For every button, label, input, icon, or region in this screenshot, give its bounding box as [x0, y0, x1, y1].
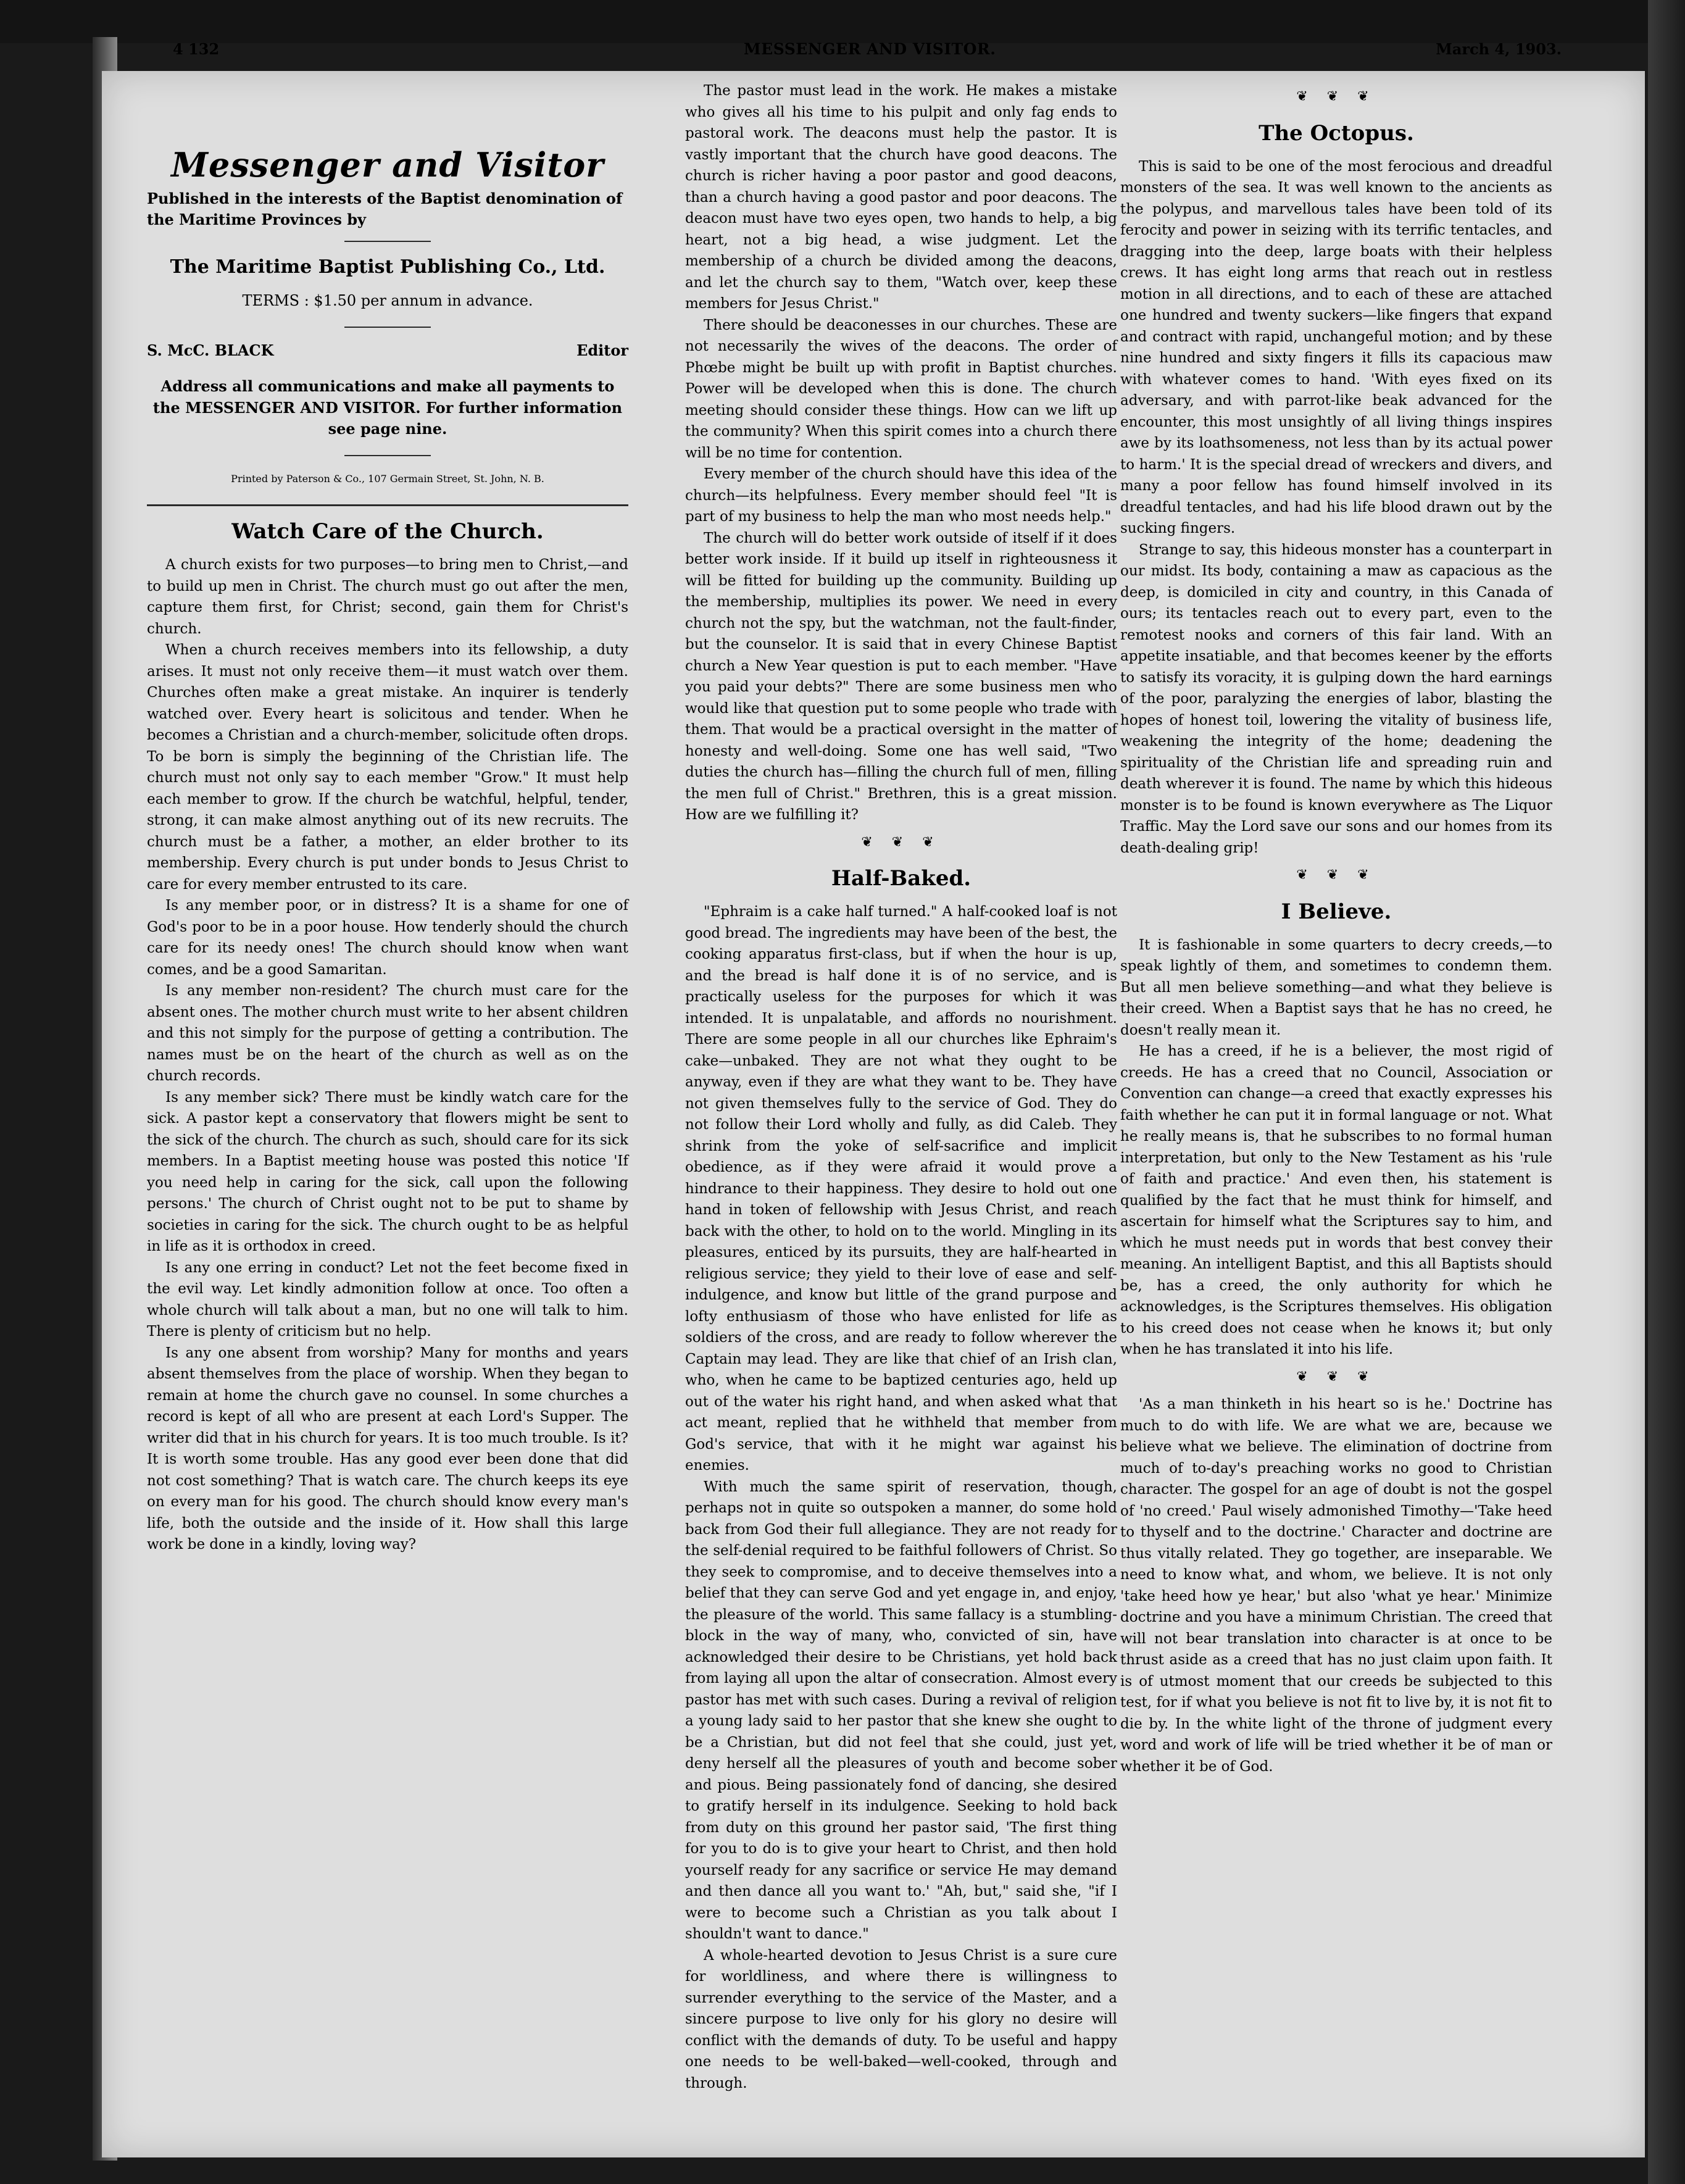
article-heading: The Octopus. [1259, 120, 1414, 146]
ornament-divider: ❦ ❦ ❦ [1296, 1369, 1376, 1385]
separator [344, 327, 431, 328]
issue-date: March 4, 1903. [1436, 40, 1562, 58]
paragraph: The pastor must lead in the work. He makes a mistake who gives all his time to his pulpit and only fag ends to pastoral work. The deacons must help the pastor. It is vastly important that the church have good deacons. The church is richer having a poor pastor and good deacons, than a church having a good pastor and poor deacons. The deacon must have two eyes open, two hands to help, a big heart, not a big head, a wise judgment. Let the membership of a church be divided among the deacons, and let the church say to them, "Watch over, keep these members for Jesus Christ." [685, 83, 1117, 312]
paragraph: The church will do better work outside of itself if it does better work inside. If it build up itself in righteousness it will be fitted for building up the community. Building up the membership, multiplies its power. We need in every church not the spy, but the watchman, not the fault-finder, but the counselor. It is said that in every Chinese Baptist church a New Year question is put to each member. "Have you paid your debts?" There are some business men who would like that question put to some people who trade with them. That would be a practical oversight in the matter of honesty and well-doing. Some one has well said, "Two duties the church has—filling the church full of men, filling the men full of Christ." Brethren, this is a great mission. How are we fulfilling it? [685, 530, 1117, 823]
ornament-divider: ❦ ❦ ❦ [861, 834, 941, 850]
paragraph: It is fashionable in some quarters to decry creeds,—to speak lightly of them, and sometimes to condemn them. But all men believe something—and what they believe is their creed. When a Baptist says that he has no creed, he doesn't really mean it. [1120, 936, 1552, 1038]
masthead [147, 145, 628, 490]
address-notice: Address all communications and make all payments to the MESSENGER AND VISITOR. For further information see page nine. [152, 377, 623, 438]
editor-row [147, 340, 628, 362]
section-rule [147, 504, 628, 506]
paragraph: Is any one erring in conduct? Let not the feet become fixed in the evil way. Let kindly admonition follow at once. Too often a whole church will talk about a man, but no one will talk to him. There is plenty of criticism but no help. [147, 1259, 628, 1340]
paragraph: There should be deaconesses in our churches. These are not necessarily the wives of the deacons. The order of Phœbe might be built up with profit in Baptist churches. Power will be developed when this is done. The church meeting should consider these things. How can we lift up the community? When this spirit comes into a church there will be no time for contention. [685, 317, 1117, 461]
paragraph: A church exists for two purposes—to bring men to Christ,—and to build up men in Christ. The church must go out after the men, capture them first, for Christ; second, gain them for Christ's church. [147, 557, 628, 637]
paragraph: When a church receives members into its fellowship, a duty arises. It must not only receive them—it must watch over them. Churches often make a great mistake. An inquirer is tenderly watched over. Every heart is solicitous and tender. When he becomes a Christian and a church-member, solicitude often drops. To be born is simply the beginning of the Christian life. The church must not only say to each member "Grow." It must help each member to grow. If the church be watchful, helpful, tender, strong, it can make almost anything out of its new recruits. The church must be a father, a mother, an elder brother to its membership. Every church is put under bonds to Jesus Christ to care for every member entrusted to its care. [147, 642, 628, 893]
column-1 [147, 80, 628, 1556]
publisher-name: The Maritime Baptist Publishing Co., Ltd. [170, 256, 605, 278]
paragraph: He has a creed, if he is a believer, the most rigid of creeds. He has a creed that no Council, Association or Convention can change—a creed that exactly expresses his faith whether he can put it in formal language or not. What he really means is, that he subscribes to no formal human interpretation, but only to the New Testament as his 'rule of faith and practice.' And even then, his statement is qualified by the fact that he must think for himself, and ascertain for himself what the Scriptures say to him, and which he must needs put in words that best convey their meaning. An intelligent Baptist, and this all Baptists should be, has a creed, the only authority for which he acknowledges, is the Scriptures themselves. His obligation to his creed does not cease when he knows it; but only when he has translated it into his life. [1120, 1043, 1552, 1357]
ornament-divider: ❦ ❦ ❦ [1296, 867, 1376, 883]
scan-right-border [1648, 0, 1685, 2184]
editor-name: S. McC. BLACK [147, 341, 274, 359]
paragraph: Is any member poor, or in distress? It is a shame for one of God's poor to be in a poor house. How tenderly should the church care for its needy ones! The church should know when want comes, and be a good Samaritan. [147, 898, 628, 978]
masthead-title: Messenger and Visitor [171, 145, 604, 185]
masthead-published-line: Published in the interests of the Baptist denomination of the Maritime Provinces by [147, 189, 623, 228]
paragraph: "Ephraim is a cake half turned." A half-cooked loaf is not good bread. The ingredients may have been of the best, the cooking apparatus first-class, but if when the hour is up, and the bread is half done it is of no service, and is practically useless for the purposes for which it was intended. It is unpalatable, and affords no nourishment. There are some people in all our churches like Ephraim's cake—unbaked. They are not what they ought to be anyway, even if they are what they want to be. They have not given themselves fully to the service of God. They do not follow their Lord wholly and fully, as did Caleb. They shrink from the yoke of self-sacrifice and implicit obedience, as if they were afraid it would prove a hindrance to their happiness. They desire to hold out one hand in token of fellowship with Jesus Christ, and reach back with the other, to hold on to the world. Mingling in its pleasures, enticed by its pursuits, they are half-hearted in religious service; they yield to their love of ease and self-indulgence, and know but little of the grand purpose and lofty enthusiasm of those who have enlisted for life as soldiers of the cross, and are ready to follow wherever the Captain may lead. They are like that chief of an Irish clan, who, when he came to be baptized centuries ago, held up out of the water his right hand, and when asked what that act meant, replied that he withheld that member from God's service, that with it he might war against his enemies. [685, 904, 1117, 1473]
column-3 [1120, 80, 1552, 1777]
page-number: 4 132 [173, 40, 220, 58]
editor-label: Editor [576, 341, 628, 359]
separator [344, 241, 431, 242]
paragraph: This is said to be one of the most ferocious and dreadful monsters of the sea. It was well known to the ancients as the polypus, and marvellous tales have been told of its ferocity and power in seizing with its terrific tentacles, and dragging into the deep, large boats with their helpless crews. It has eight long arms that reach out in restless motion in all directions, and to each of these are attached one hundred and twenty suckers—like fingers that expand and contract with rapid, unchangeful motion; and by these nine hundred and sixty fingers it fills its capacious maw with whatever comes to hand. 'With eyes fixed on its adversary, and with parrot-like beak advanced for the encounter, this most unsightly of all living things inspires awe by its loathsomeness, not less than by its actual power to harm.' It is the special dread of wreckers and divers, and many a poor fellow has found himself involved in its dreadful tentacles, and had his life blood drawn out by the sucking fingers. [1120, 158, 1552, 536]
ornament-divider: ❦ ❦ ❦ [1296, 89, 1376, 104]
article-heading: Watch Care of the Church. [231, 519, 544, 544]
scan-top-border [0, 0, 1685, 43]
column-2 [685, 80, 1117, 2094]
paragraph: Strange to say, this hideous monster has a counterpart in our midst. Its body, containing a maw as capacious as the deep, is domiciled in city and country, in this Canada of ours; its tentacles reach out to every part, even to the remotest nooks and corners of this fair land. With an appetite insatiable, and that becomes keener by the efforts to satisfy its voracity, it is gulping down the hard earnings of the poor, paralyzing the energies of labor, blasting the hopes of honest toil, lowering the vitality of business life, weakening the integrity of the home; deadening the spirituality of the Christian life and spreading ruin and death wherever it is found. The name by which this hideous monster is to be found is known everywhere as The Liquor Traffic. May the Lord save our sons and our homes from its death-dealing grip! [1120, 541, 1552, 856]
article-heading: I Believe. [1281, 899, 1392, 924]
printer-notice: Printed by Paterson & Co., 107 Germain Street, St. John, N. B. [231, 472, 544, 485]
separator [344, 455, 431, 456]
paragraph: 'As a man thinketh in his heart so is he.' Doctrine has much to do with life. We are what we are, because we believe what we believe. The elimination of doctrine from much of to-day's preaching works no good to Christian character. The gospel for an age of doubt is not the gospel of 'no creed.' Paul wisely admonished Timothy—'Take heed to thyself and to the doctrine.' Character and doctrine are thus vitally related. They go together, are inseparable. We need to know what, and whom, we believe. It is not only 'take heed how ye hear,' but also 'what ye hear.' Minimize doctrine and you have a minimum Christian. The creed that will not bear translation into character is at once to be thrust aside as a creed that has no just claim upon faith. It is of utmost moment that our creeds be subjected to this test, for if what you believe is not fit to live by, it is not fit to die by. In the white light of the throne of judgment every word and work of life will be tried whether it be of man or whether it be of God. [1120, 1396, 1552, 1775]
paragraph: Every member of the church should have this idea of the church—its helpfulness. Every member should feel "It is part of my business to help the man who most needs help." [685, 466, 1117, 525]
paragraph: With much the same spirit of reservation, though, perhaps not in quite so outspoken a manner, do some hold back from God their full allegiance. They are not ready for the self-denial required to be faithful followers of Christ. So they seek to compromise, and to deceive themselves into a belief that they can serve God and yet engage in, and enjoy, the pleasure of the world. This same fallacy is a stumbling-block in the way of many, who, convicted of sin, have acknowledged their desire to be Christians, yet hold back from laying all upon the altar of consecration. Almost every pastor has met with such cases. During a revival of religion a young lady said to her pastor that she knew she ought to be a Christian, but did not feel that she could, just yet, deny herself all the pleasures of youth and become sober and pious. Being passionately fond of dancing, she desired to gratify herself in its indulgence. Seeking to hold back from duty on this ground her pastor said, 'The first thing for you to do is to give your heart to Christ, and then hold yourself ready for any sacrifice or service He may demand and then dance all you want to.' "Ah, but," said she, "if I were to become such a Christian as you talk about I shouldn't want to dance." [685, 1478, 1117, 1942]
paragraph: Is any member non-resident? The church must care for the absent ones. The mother church must write to her absent children and this not simply for the purpose of getting a contribution. The names must be on the heart of the church as well as on the church records. [147, 983, 628, 1084]
paragraph: Is any member sick? There must be kindly watch care for the sick. A pastor kept a conservatory that flowers might be sent to the sick of the church. The church as such, should care for its sick members. In a Baptist meeting house was posted this notice 'If you need help in caring for the sick, call upon the following persons.' The church of Christ ought not to be put to shame by societies in caring for the sick. The church ought to be as helpful in life as it is orthodox in creed. [147, 1089, 628, 1254]
paragraph: Is any one absent from worship? Many for months and years absent themselves from the place of worship. When they began to remain at home the church gave no counsel. In some churches a record is kept of all who are present at each Lord's Supper. The writer did that in his church for years. It is too much trouble. Is it? It is worth some trouble. Has any good ever been done that did not cost something? That is watch care. The church keeps its eye on every man for his good. The church should know every man's life, both the outside and the inside of it. How shall this large work be done in a kindly, loving way? [147, 1344, 628, 1553]
paragraph: A whole-hearted devotion to Jesus Christ is a sure cure for worldliness, and where there is willingness to surrender everything to the service of the Master, and a sincere purpose to live only for his glory no desire will conflict with the demands of duty. To be useful and happy one needs to be well-baked—well-cooked, through and through. [685, 1947, 1117, 2091]
paper-name: MESSENGER AND VISITOR. [744, 40, 996, 58]
subscription-terms: TERMS : $1.50 per annum in advance. [242, 292, 533, 309]
article-heading: Half-Baked. [831, 866, 971, 891]
